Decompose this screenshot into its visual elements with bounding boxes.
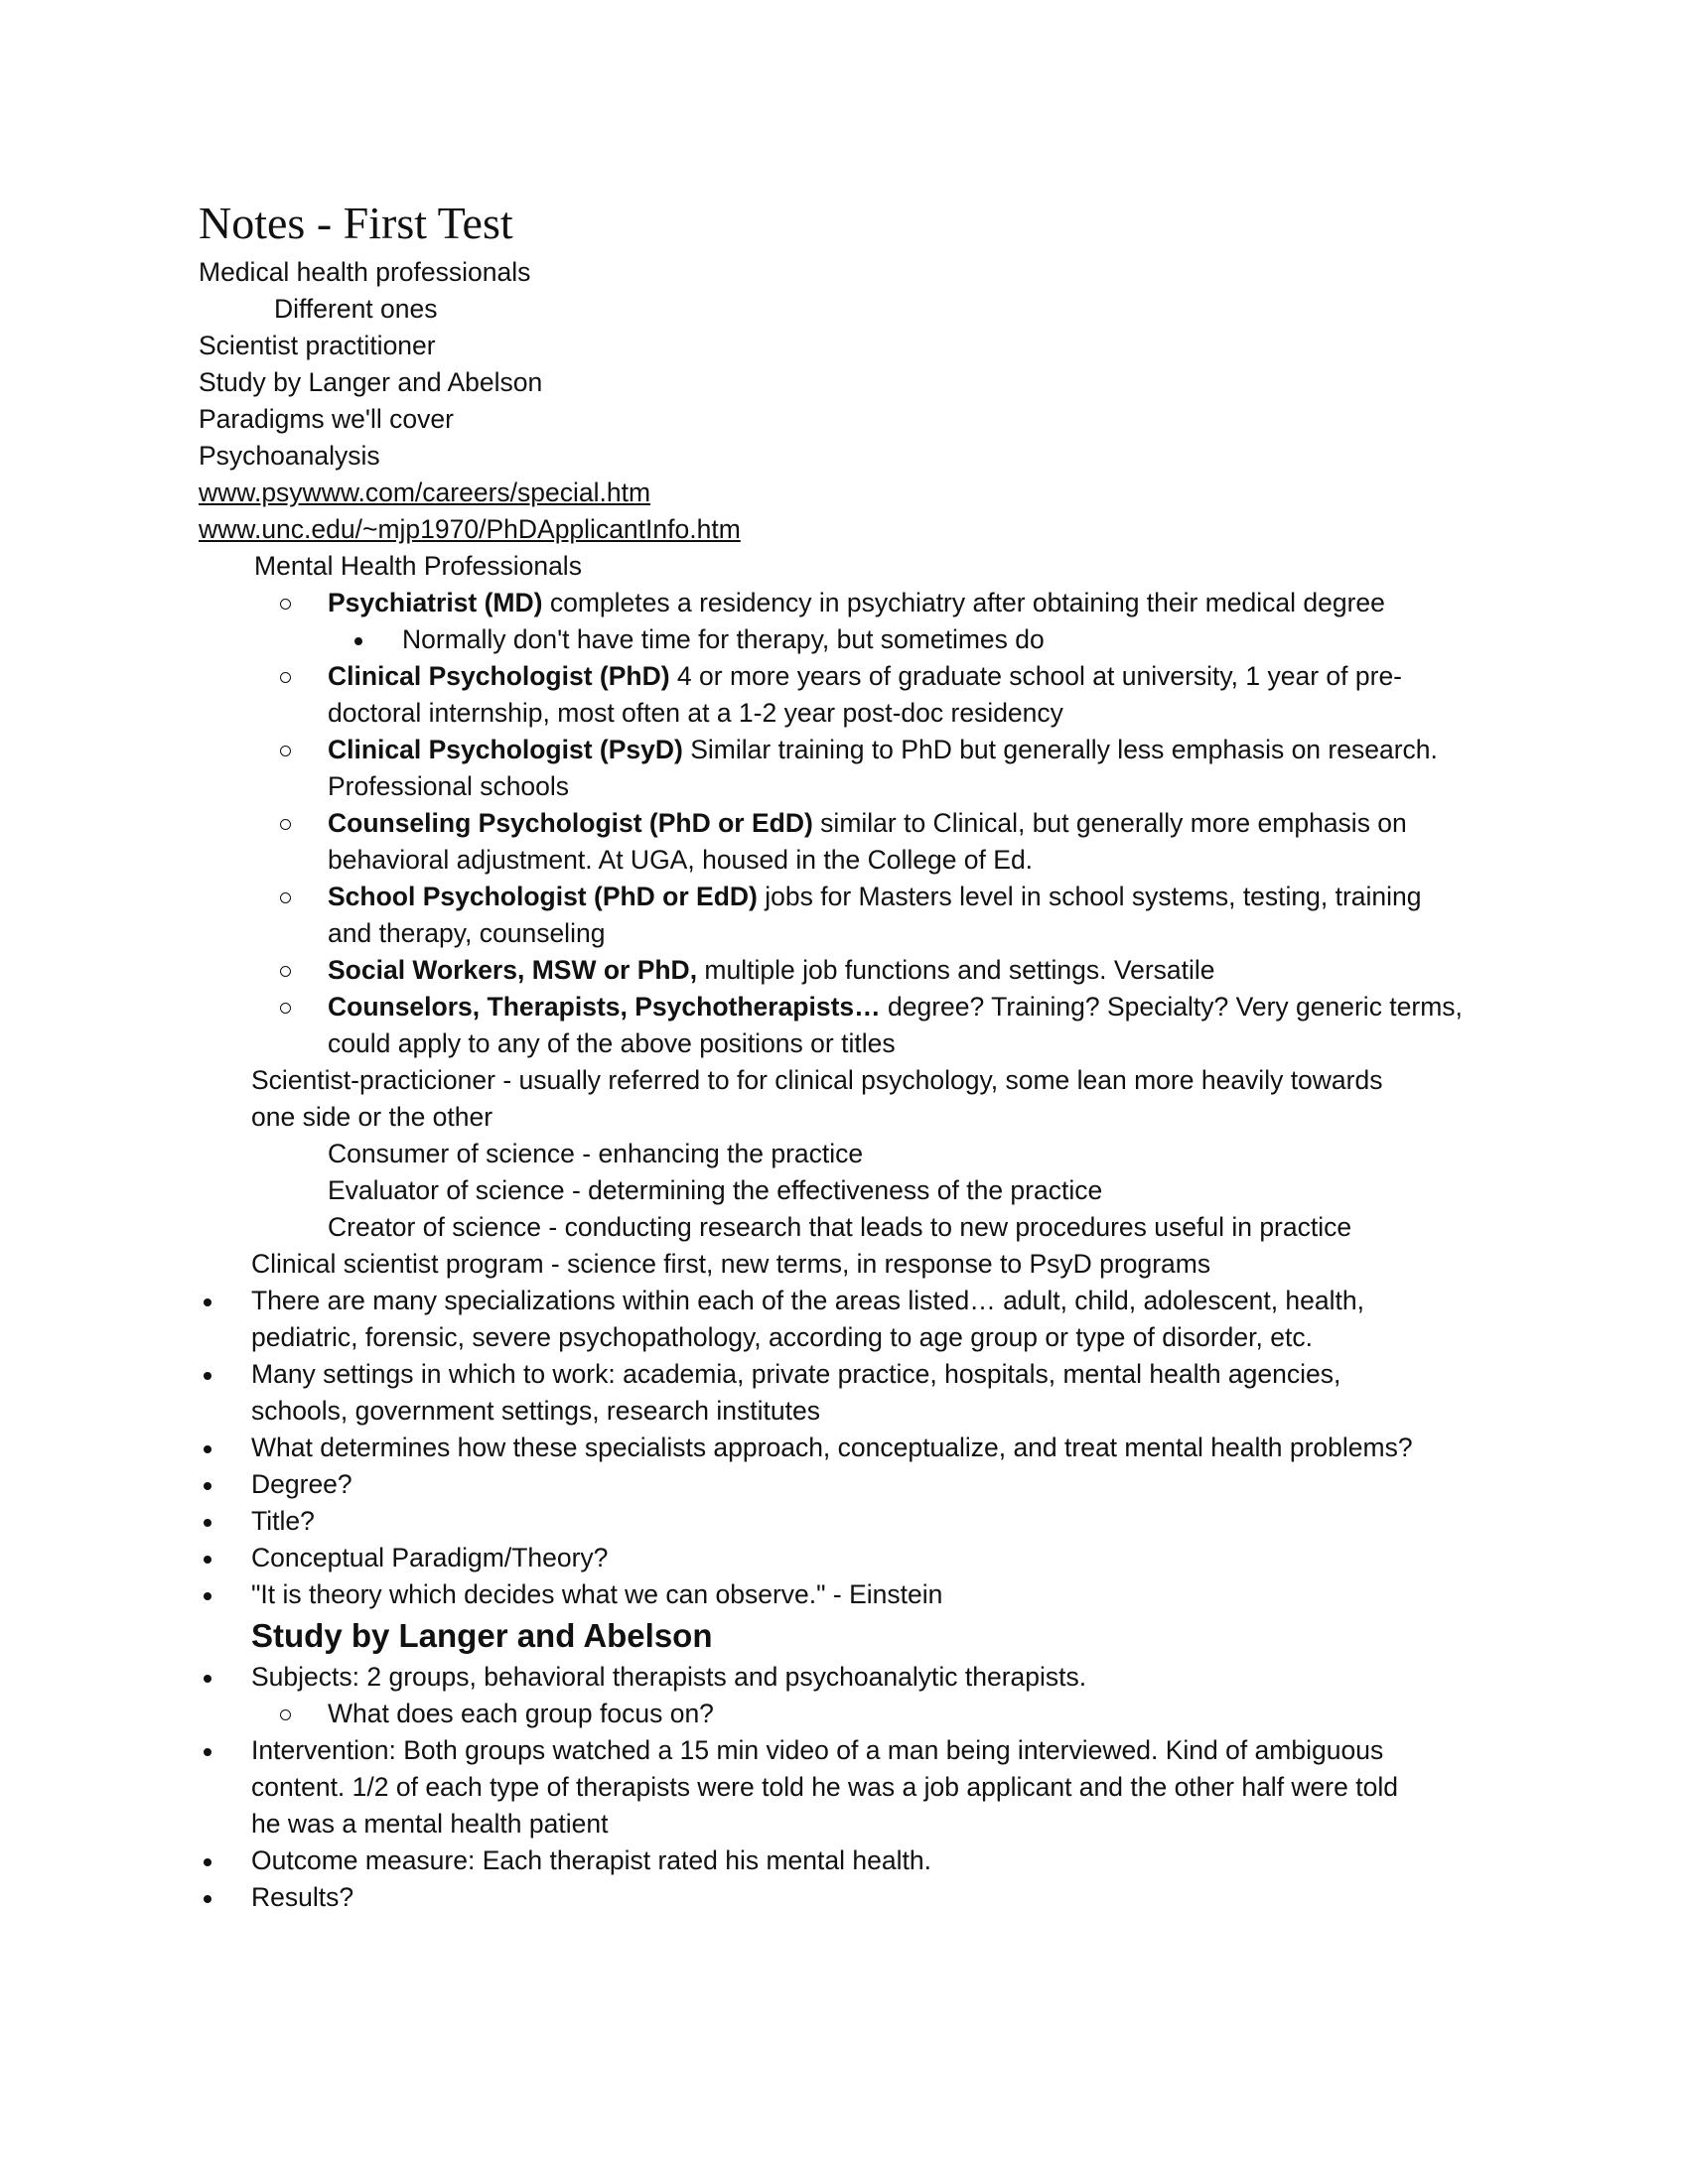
link-psywww[interactable]: www.psywww.com/careers/special.htm	[199, 478, 651, 507]
list-item: Clinical Psychologist (PsyD) Similar training to PhD but generally less emphasis on research. Professional schools	[199, 732, 1509, 805]
list-item: Results?	[199, 1879, 1509, 1916]
list-item: Conceptual Paradigm/Theory?	[199, 1540, 1509, 1576]
role-item: Creator of science - conducting research that leads to new procedures useful in practice	[328, 1212, 1352, 1242]
list-item: "It is theory which decides what we can observe." - Einstein	[199, 1576, 1509, 1613]
role-item: Consumer of science - enhancing the practice	[328, 1139, 864, 1168]
list-item: School Psychologist (PhD or EdD) jobs for Masters level in school systems, testing, training and therapy, counseling	[199, 879, 1509, 952]
list-item: Degree?	[199, 1466, 1509, 1503]
section-heading: Mental Health Professionals	[254, 551, 582, 581]
outline-item: Different ones	[274, 294, 438, 324]
outline-item: Study by Langer and Abelson	[199, 367, 543, 397]
list-item: Subjects: 2 groups, behavioral therapists and psychoanalytic therapists.	[199, 1659, 1509, 1696]
outline-item: Scientist practitioner	[199, 331, 436, 360]
study-list	[199, 1659, 1509, 1916]
list-item: Outcome measure: Each therapist rated his mental health.	[199, 1843, 1509, 1879]
list-item: Intervention: Both groups watched a 15 min video of a man being interviewed. Kind of ambiguous content. 1/2 of each type of therapists were told he was a job applicant and the other half were told he was a mental health patient	[199, 1732, 1509, 1843]
paragraph-line: Clinical scientist program - science first, new terms, in response to PsyD programs	[251, 1249, 1211, 1279]
role-item: Evaluator of science - determining the effectiveness of the practice	[328, 1175, 1103, 1205]
outline-item: Psychoanalysis	[199, 441, 380, 471]
paragraph-line: Scientist-practicioner - usually referred to for clinical psychology, some lean more heavily towards	[251, 1065, 1383, 1095]
list-item: Psychiatrist (MD) completes a residency in psychiatry after obtaining their medical degree	[199, 585, 1509, 621]
list-item: There are many specializations within each of the areas listed… adult, child, adolescent, health, pediatric, forensic, severe psychopathology, according to age group or type of disorder, etc.	[199, 1283, 1509, 1356]
list-item: Counselors, Therapists, Psychotherapists… degree? Training? Specialty? Very generic terms, could apply to any of the above positions or titles	[199, 989, 1509, 1062]
list-item: What determines how these specialists approach, conceptualize, and treat mental health problems?	[199, 1430, 1509, 1466]
professionals-list	[199, 585, 1509, 1062]
list-item: Many settings in which to work: academia, private practice, hospitals, mental health agencies, schools, government settings, research institutes	[199, 1356, 1509, 1430]
link-unc[interactable]: www.unc.edu/~mjp1970/PhDApplicantInfo.htm	[199, 514, 741, 544]
list-item: Clinical Psychologist (PhD) 4 or more years of graduate school at university, 1 year of pre- doctoral internship, most often at a 1-2 year post-doc residency	[199, 658, 1509, 732]
page-title: Notes - First Test	[199, 198, 513, 248]
list-item: Social Workers, MSW or PhD, multiple job functions and settings. Versatile	[199, 952, 1509, 989]
bullet-list	[199, 1283, 1509, 1613]
paragraph-line: one side or the other	[251, 1102, 493, 1132]
list-item: What does each group focus on?	[199, 1696, 1509, 1732]
outline-item: Medical health professionals	[199, 257, 531, 287]
document-page	[199, 195, 1509, 1916]
study-heading: Study by Langer and Abelson	[251, 1617, 713, 1654]
list-item: Counseling Psychologist (PhD or EdD) similar to Clinical, but generally more emphasis on behavioral adjustment. At UGA, housed in the College of Ed.	[199, 805, 1509, 879]
list-item: Normally don't have time for therapy, but sometimes do	[199, 621, 1509, 658]
list-item: Title?	[199, 1503, 1509, 1540]
outline-item: Paradigms we'll cover	[199, 404, 454, 434]
